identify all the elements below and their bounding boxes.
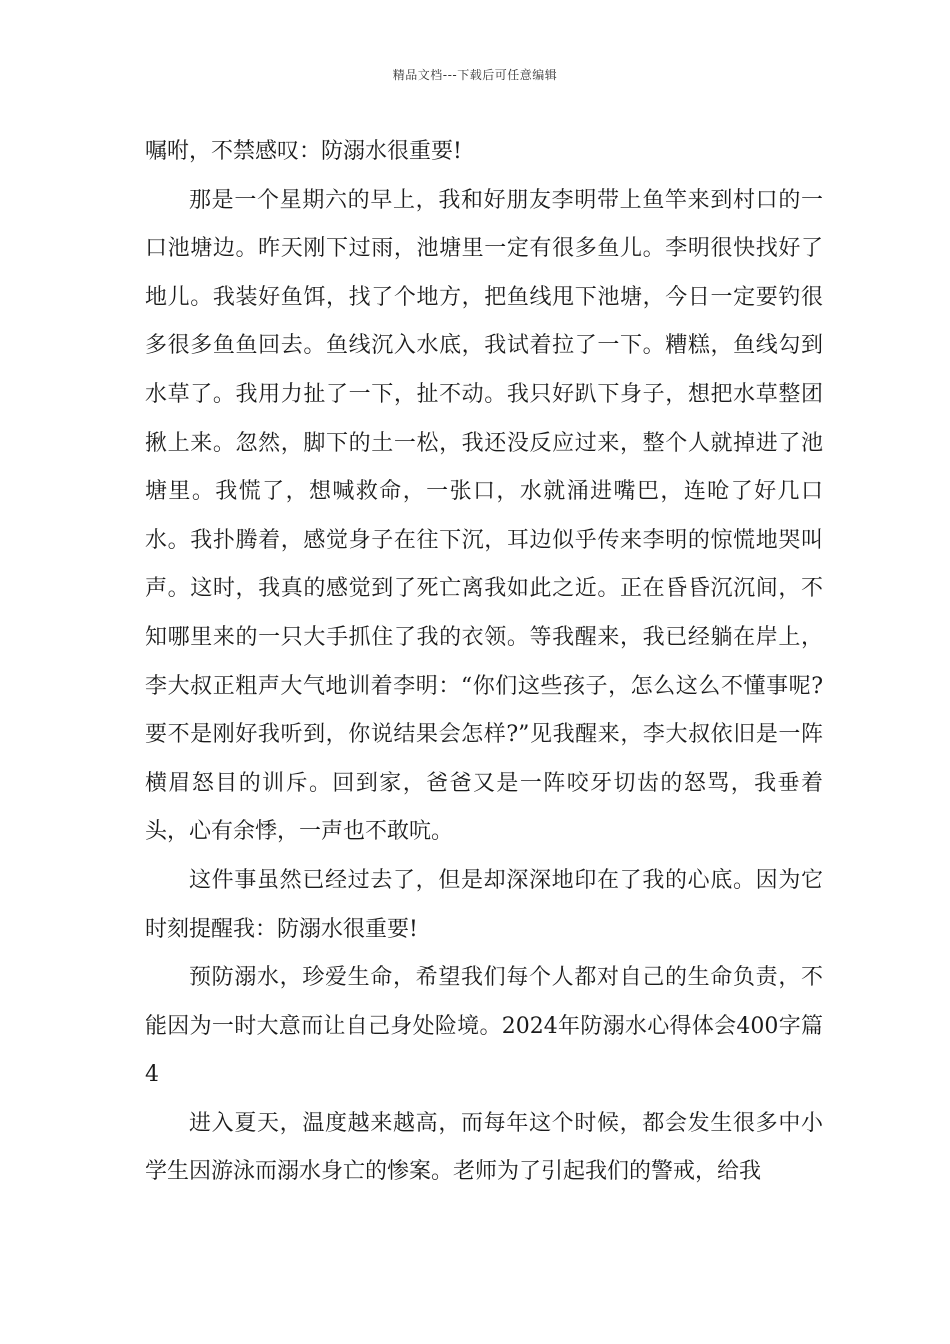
paragraph: 嘱咐，不禁感叹：防溺水很重要!: [145, 139, 462, 164]
paragraph: 那是一个星期六的早上，我和好朋友李明带上鱼竿来到村口的一口池塘边。昨天刚下过雨，池塘里一定有很多鱼儿。李明很快找好了地儿。我装好鱼饵，找了个地方，把鱼线甩下池塘，今日一定要钓很多很多鱼鱼回去。鱼线沉入水底，我试着拉了一下。糟糕，鱼线勾到水草了。我用力扯了一下，扯不动。我只好趴下身子，想把水草整团揪上来。忽然，脚下的土一松，我还没反应过来，整个人就掉进了池塘里。我慌了，想喊救命，一张口，水就涌进嘴巴，连呛了好几口水。我扑腾着，感觉身子在往下沉，耳边似乎传来李明的惊慌地哭叫声。这时，我真的感觉到了死亡离我如此之近。正在昏昏沉沉间，不知哪里来的一只大手抓住了我的衣领。等我醒来，我已经躺在岸上，李大叔正粗声大气地训着李明：“你们这些孩子，怎么这么不懂事呢?要不是刚好我听到，你说结果会怎样?”见我醒来，李大叔依旧是一阵横眉怒目的训斥。回到家，爸爸又是一阵咬牙切齿的怒骂，我垂着头，心有余悸，一声也不敢吭。: [145, 187, 823, 845]
page-header: 精品文档---下载后可任意编辑: [392, 68, 558, 82]
paragraph: 这件事虽然已经过去了，但是却深深地印在了我的心底。因为它时刻提醒我：防溺水很重要!: [145, 867, 823, 942]
paragraph: 进入夏天，温度越来越高，而每年这个时候，都会发生很多中小学生因游泳而溺水身亡的惨案。老师为了引起我们的警戒，给我: [145, 1110, 823, 1185]
document-body: [145, 128, 823, 1197]
paragraph: 预防溺水，珍爱生命，希望我们每个人都对自己的生命负责，不能因为一时大意而让自己身处险境。2024年防溺水心得体会400字篇4: [145, 965, 823, 1088]
